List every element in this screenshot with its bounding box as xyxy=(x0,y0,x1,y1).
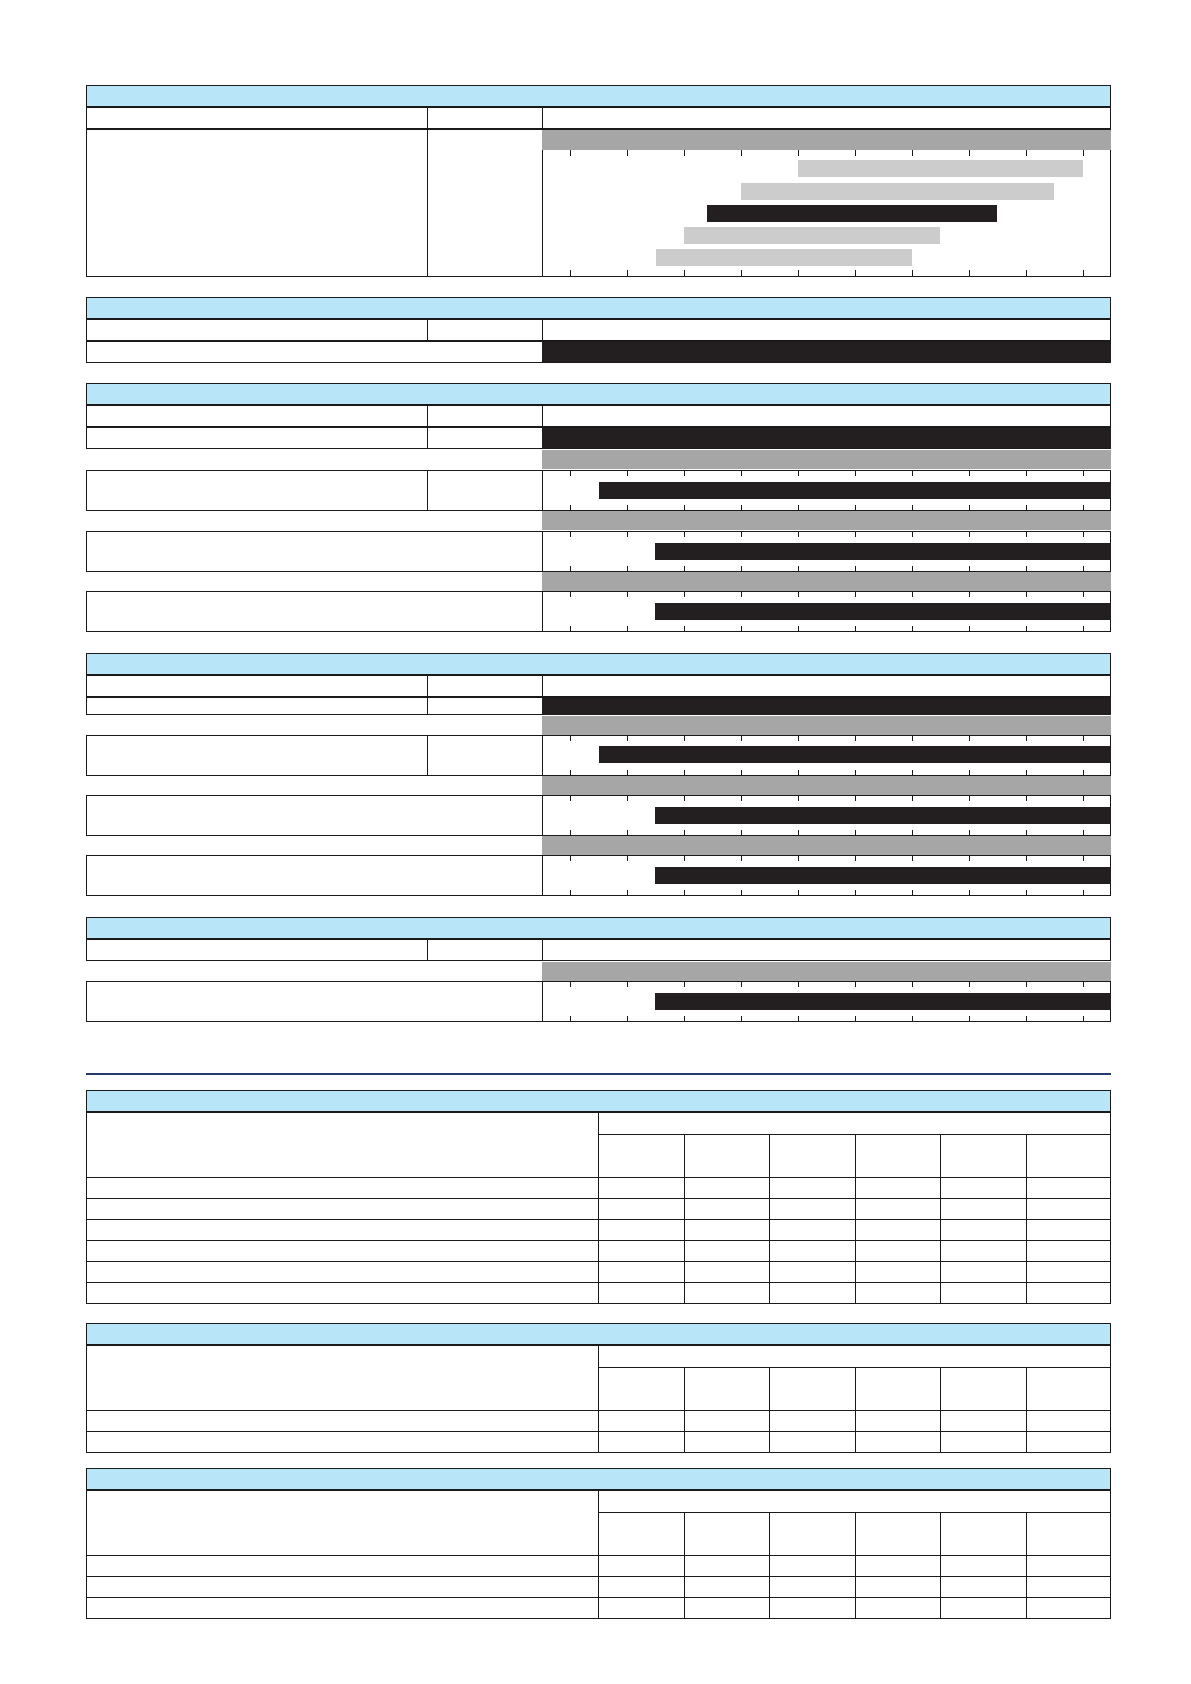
divider xyxy=(684,1282,685,1304)
divider xyxy=(598,1219,599,1241)
divider xyxy=(684,1219,685,1241)
tick-mark xyxy=(798,626,799,632)
divider xyxy=(855,1576,856,1598)
tick-mark xyxy=(741,150,742,156)
tick-mark xyxy=(969,795,970,801)
divider xyxy=(855,1512,856,1556)
divider xyxy=(769,1431,770,1453)
divider xyxy=(769,1555,770,1577)
tick-mark xyxy=(855,735,856,741)
divider xyxy=(542,107,543,129)
tick-mark xyxy=(912,890,913,896)
divider xyxy=(855,1597,856,1619)
tick-mark xyxy=(570,626,571,632)
tick-mark xyxy=(855,270,856,276)
timeline-header-bar xyxy=(542,450,1111,469)
tick-mark xyxy=(855,981,856,987)
divider xyxy=(769,1219,770,1241)
divider xyxy=(684,1576,685,1598)
timeline-header-bar xyxy=(542,836,1111,855)
tick-mark xyxy=(1026,626,1027,632)
tick-mark xyxy=(1083,150,1084,156)
tick-mark xyxy=(1026,735,1027,741)
divider xyxy=(940,1198,941,1220)
divider xyxy=(940,1410,941,1432)
divider xyxy=(427,129,428,277)
tick-mark xyxy=(627,270,628,276)
tick-mark xyxy=(627,890,628,896)
divider xyxy=(684,1134,685,1178)
tick-mark xyxy=(627,470,628,476)
tick-mark xyxy=(969,981,970,987)
table-header xyxy=(86,1468,1111,1490)
tick-mark xyxy=(627,150,628,156)
timeline-bar xyxy=(542,342,1111,362)
tick-mark xyxy=(570,795,571,801)
tick-mark xyxy=(969,470,970,476)
divider xyxy=(1026,1597,1027,1619)
divider xyxy=(542,470,543,511)
tick-mark xyxy=(570,981,571,987)
timeline-header-bar xyxy=(542,776,1111,795)
divider xyxy=(940,1576,941,1598)
tick-mark xyxy=(798,855,799,861)
section-header xyxy=(86,917,1111,939)
divider xyxy=(769,1576,770,1598)
timeline-header-bar xyxy=(542,511,1111,530)
tick-mark xyxy=(912,1016,913,1022)
tick-mark xyxy=(912,470,913,476)
divider xyxy=(427,427,428,449)
timeline-bar xyxy=(655,603,1111,620)
tick-mark xyxy=(741,855,742,861)
tick-mark xyxy=(855,150,856,156)
tick-mark xyxy=(1083,470,1084,476)
header-row xyxy=(86,319,1111,341)
divider xyxy=(427,470,428,511)
tick-mark xyxy=(570,531,571,537)
timeline-bar xyxy=(599,482,1111,499)
divider xyxy=(684,1261,685,1283)
tick-mark xyxy=(798,470,799,476)
tick-mark xyxy=(798,981,799,987)
tick-mark xyxy=(1083,855,1084,861)
tick-mark xyxy=(684,531,685,537)
tick-mark xyxy=(855,531,856,537)
divider xyxy=(769,1410,770,1432)
tick-mark xyxy=(1083,795,1084,801)
divider xyxy=(427,675,428,697)
timeline-bar xyxy=(684,227,940,244)
divider xyxy=(427,405,428,427)
tick-mark xyxy=(627,1016,628,1022)
divider xyxy=(940,1240,941,1262)
tick-mark xyxy=(912,531,913,537)
divider xyxy=(1026,1198,1027,1220)
divider xyxy=(542,981,543,1022)
tick-mark xyxy=(684,855,685,861)
divider xyxy=(855,1367,856,1411)
tick-mark xyxy=(912,626,913,632)
timeline-bar xyxy=(542,698,1111,715)
divider xyxy=(542,531,543,572)
tick-mark xyxy=(684,150,685,156)
divider xyxy=(769,1597,770,1619)
divider xyxy=(769,1367,770,1411)
divider xyxy=(1026,1134,1027,1178)
tick-mark xyxy=(741,531,742,537)
tick-mark xyxy=(741,470,742,476)
tick-mark xyxy=(684,981,685,987)
divider xyxy=(684,1512,685,1556)
tick-mark xyxy=(1083,591,1084,597)
tick-mark xyxy=(798,890,799,896)
divider xyxy=(940,1597,941,1619)
tick-mark xyxy=(969,591,970,597)
divider xyxy=(1026,1431,1027,1453)
divider xyxy=(855,1177,856,1199)
timeline-bar xyxy=(655,993,1111,1010)
tick-mark xyxy=(1026,270,1027,276)
divider xyxy=(855,1410,856,1432)
tick-mark xyxy=(1026,890,1027,896)
table-header xyxy=(86,1323,1111,1345)
divider xyxy=(427,697,428,715)
timeline-header-bar xyxy=(542,572,1111,591)
divider xyxy=(598,1282,599,1304)
header-row xyxy=(86,107,1111,129)
divider xyxy=(940,1261,941,1283)
tick-mark xyxy=(741,795,742,801)
divider xyxy=(598,1177,599,1199)
timeline-block xyxy=(86,129,1111,277)
divider xyxy=(769,1198,770,1220)
tick-mark xyxy=(570,591,571,597)
divider xyxy=(598,1198,599,1220)
divider xyxy=(684,1555,685,1577)
tick-mark xyxy=(912,270,913,276)
divider xyxy=(684,1177,685,1199)
tick-mark xyxy=(1026,981,1027,987)
tick-mark xyxy=(1026,150,1027,156)
tick-mark xyxy=(627,795,628,801)
tick-mark xyxy=(684,591,685,597)
tick-mark xyxy=(798,270,799,276)
tick-mark xyxy=(969,890,970,896)
section-header xyxy=(86,653,1111,675)
tick-mark xyxy=(1026,795,1027,801)
divider xyxy=(542,855,543,896)
tick-mark xyxy=(969,855,970,861)
tick-mark xyxy=(969,1016,970,1022)
divider xyxy=(542,591,543,632)
divider xyxy=(598,1345,599,1411)
timeline-bar xyxy=(798,160,1083,177)
divider xyxy=(684,1431,685,1453)
divider xyxy=(542,405,543,427)
divider xyxy=(598,1410,599,1432)
divider xyxy=(598,1576,599,1598)
divider xyxy=(1026,1410,1027,1432)
tick-mark xyxy=(912,795,913,801)
divider xyxy=(1026,1576,1027,1598)
divider xyxy=(940,1367,941,1411)
tick-mark xyxy=(912,150,913,156)
tick-mark xyxy=(1083,735,1084,741)
divider xyxy=(940,1512,941,1556)
divider xyxy=(769,1512,770,1556)
tick-mark xyxy=(855,626,856,632)
tick-mark xyxy=(969,150,970,156)
divider xyxy=(855,1261,856,1283)
divider xyxy=(598,1112,599,1178)
divider xyxy=(598,1431,599,1453)
divider xyxy=(598,1261,599,1283)
tick-mark xyxy=(684,735,685,741)
divider xyxy=(940,1431,941,1453)
tick-mark xyxy=(684,795,685,801)
tick-mark xyxy=(1026,470,1027,476)
tick-mark xyxy=(798,1016,799,1022)
tick-mark xyxy=(684,890,685,896)
divider xyxy=(598,1555,599,1577)
tick-mark xyxy=(741,270,742,276)
tick-mark xyxy=(855,890,856,896)
divider xyxy=(769,1177,770,1199)
divider xyxy=(542,675,543,697)
section-header xyxy=(86,85,1111,107)
divider xyxy=(1026,1512,1027,1556)
tick-mark xyxy=(798,150,799,156)
divider xyxy=(427,319,428,341)
tick-mark xyxy=(855,591,856,597)
tick-mark xyxy=(1026,531,1027,537)
tick-mark xyxy=(1083,270,1084,276)
tick-mark xyxy=(912,591,913,597)
tick-mark xyxy=(684,470,685,476)
divider xyxy=(855,1240,856,1262)
timeline-header-bar xyxy=(542,130,1111,150)
header-row xyxy=(86,675,1111,697)
tick-mark xyxy=(1026,1016,1027,1022)
divider xyxy=(542,129,543,277)
divider xyxy=(769,1261,770,1283)
tick-mark xyxy=(627,981,628,987)
tick-mark xyxy=(969,270,970,276)
divider xyxy=(684,1597,685,1619)
divider xyxy=(542,939,543,961)
tick-mark xyxy=(1026,855,1027,861)
divider xyxy=(598,1240,599,1262)
tick-mark xyxy=(684,1016,685,1022)
tick-mark xyxy=(1083,1016,1084,1022)
divider xyxy=(684,1367,685,1411)
tick-mark xyxy=(627,591,628,597)
divider xyxy=(855,1198,856,1220)
divider xyxy=(769,1282,770,1304)
divider xyxy=(598,1597,599,1619)
divider xyxy=(684,1198,685,1220)
tick-mark xyxy=(912,735,913,741)
divider xyxy=(427,107,428,129)
divider xyxy=(542,795,543,836)
tick-mark xyxy=(741,981,742,987)
tick-mark xyxy=(570,470,571,476)
divider xyxy=(855,1134,856,1178)
divider xyxy=(1026,1367,1027,1411)
tick-mark xyxy=(570,855,571,861)
tick-mark xyxy=(741,890,742,896)
tick-mark xyxy=(684,626,685,632)
divider xyxy=(427,939,428,961)
tick-mark xyxy=(570,270,571,276)
tick-mark xyxy=(1083,890,1084,896)
tick-mark xyxy=(969,626,970,632)
divider xyxy=(684,1240,685,1262)
tick-mark xyxy=(912,855,913,861)
divider xyxy=(940,1282,941,1304)
tick-mark xyxy=(570,890,571,896)
tick-mark xyxy=(627,531,628,537)
divider xyxy=(542,735,543,776)
divider xyxy=(598,1490,599,1556)
tick-mark xyxy=(798,735,799,741)
tick-mark xyxy=(570,735,571,741)
tick-mark xyxy=(912,981,913,987)
tick-mark xyxy=(855,855,856,861)
tick-mark xyxy=(798,795,799,801)
divider xyxy=(940,1219,941,1241)
timeline-bar xyxy=(656,249,912,266)
timeline-bar xyxy=(655,807,1111,824)
divider xyxy=(684,1410,685,1432)
divider xyxy=(855,1219,856,1241)
tick-mark xyxy=(855,1016,856,1022)
timeline-bar xyxy=(655,543,1111,560)
section-header xyxy=(86,383,1111,405)
tick-mark xyxy=(627,626,628,632)
timeline-bar xyxy=(655,867,1111,884)
tick-mark xyxy=(798,591,799,597)
divider xyxy=(1026,1555,1027,1577)
timeline-bar xyxy=(741,183,1054,200)
timeline-bar xyxy=(599,746,1111,763)
tick-mark xyxy=(1083,626,1084,632)
divider xyxy=(769,1134,770,1178)
tick-mark xyxy=(855,795,856,801)
table-header xyxy=(86,1090,1111,1112)
tick-mark xyxy=(1083,981,1084,987)
section-rule xyxy=(86,1073,1111,1075)
divider xyxy=(1026,1219,1027,1241)
tick-mark xyxy=(741,735,742,741)
tick-mark xyxy=(570,150,571,156)
divider xyxy=(1026,1282,1027,1304)
tick-mark xyxy=(969,531,970,537)
tick-mark xyxy=(684,270,685,276)
tick-mark xyxy=(627,855,628,861)
divider xyxy=(940,1134,941,1178)
timeline-header-bar xyxy=(542,716,1111,735)
tick-mark xyxy=(798,531,799,537)
timeline-bar xyxy=(542,428,1111,448)
divider xyxy=(427,735,428,776)
tick-mark xyxy=(570,1016,571,1022)
tick-mark xyxy=(969,735,970,741)
divider xyxy=(1026,1240,1027,1262)
tick-mark xyxy=(741,591,742,597)
divider xyxy=(940,1177,941,1199)
divider xyxy=(769,1240,770,1262)
tick-mark xyxy=(855,470,856,476)
timeline-bar xyxy=(707,205,997,222)
divider xyxy=(855,1282,856,1304)
divider xyxy=(855,1555,856,1577)
section-header xyxy=(86,297,1111,319)
divider xyxy=(855,1431,856,1453)
header-row xyxy=(86,939,1111,961)
tick-mark xyxy=(627,735,628,741)
tick-mark xyxy=(1083,531,1084,537)
timeline-header-bar xyxy=(542,962,1111,981)
divider xyxy=(1026,1261,1027,1283)
divider xyxy=(542,319,543,341)
tick-mark xyxy=(741,626,742,632)
header-row xyxy=(86,405,1111,427)
tick-mark xyxy=(1026,591,1027,597)
divider xyxy=(940,1555,941,1577)
tick-mark xyxy=(741,1016,742,1022)
divider xyxy=(1026,1177,1027,1199)
